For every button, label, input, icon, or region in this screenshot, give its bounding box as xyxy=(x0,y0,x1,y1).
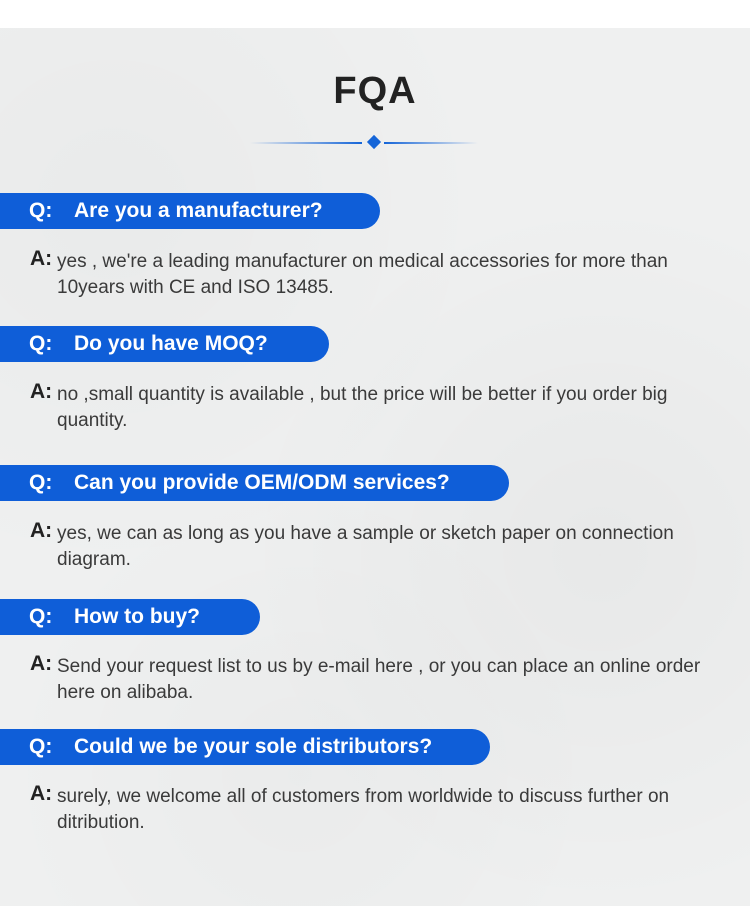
divider-line-right xyxy=(384,142,478,144)
question-prefix: Q: xyxy=(29,471,53,494)
faq-page xyxy=(0,28,750,906)
question-text: How to buy? xyxy=(74,605,200,628)
answer-text: yes, we can as long as you have a sample or sketch paper on connection diagram. xyxy=(57,523,674,570)
divider-line-left xyxy=(250,142,362,144)
question-prefix: Q: xyxy=(29,735,53,758)
question-text: Can you provide OEM/ODM services? xyxy=(74,471,450,494)
question-prefix: Q: xyxy=(29,332,53,355)
answer-prefix: A: xyxy=(30,380,53,403)
title-divider xyxy=(250,142,478,144)
question-text: Could we be your sole distributors? xyxy=(74,735,433,758)
answer-prefix: A: xyxy=(30,519,53,542)
answer-prefix: A: xyxy=(30,247,53,270)
question-text: Are you a manufacturer? xyxy=(74,199,323,222)
answer-prefix: A: xyxy=(30,652,53,675)
question-bar xyxy=(0,729,490,765)
answer-text: Send your request list to us by e-mail here , or you can place an online order here on alibaba. xyxy=(57,656,701,703)
question-prefix: Q: xyxy=(29,199,53,222)
question-text: Do you have MOQ? xyxy=(74,332,268,355)
answer-text: surely, we welcome all of customers from worldwide to discuss further on ditribution. xyxy=(57,786,670,833)
diamond-icon xyxy=(367,135,381,149)
question-bar xyxy=(0,193,380,229)
question-bar xyxy=(0,326,329,362)
question-bar xyxy=(0,599,260,635)
question-bar xyxy=(0,465,509,501)
page-title: FQA xyxy=(333,70,417,112)
answer-text: yes , we're a leading manufacturer on medical accessories for more than 10years with CE and ISO 13485. xyxy=(57,251,668,298)
answer-prefix: A: xyxy=(30,782,53,805)
answer-text: no ,small quantity is available , but the price will be better if you order big quantity. xyxy=(57,384,668,431)
question-prefix: Q: xyxy=(29,605,53,628)
